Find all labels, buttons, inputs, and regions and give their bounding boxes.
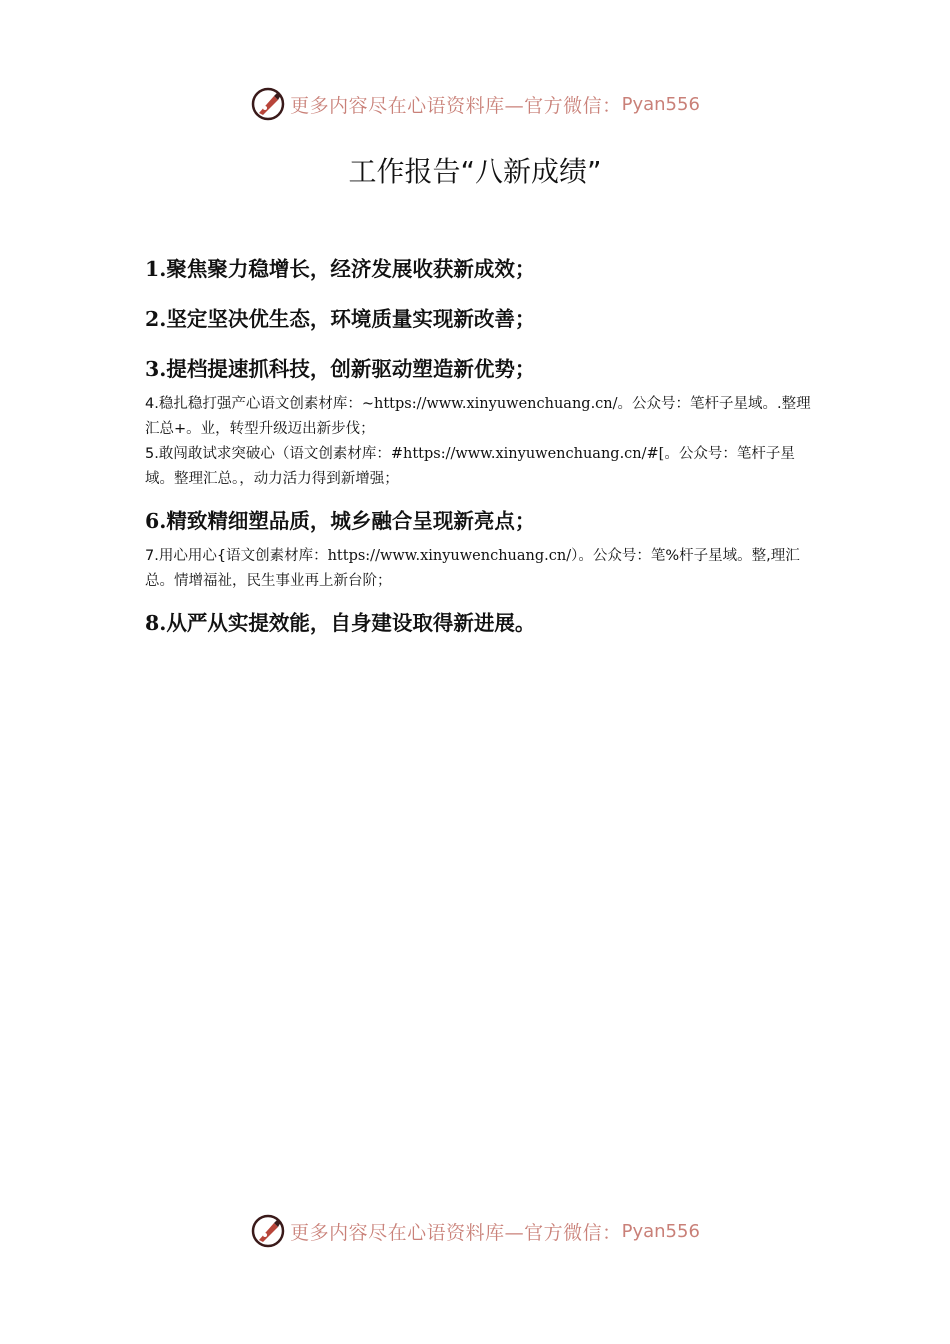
item-number: 7. [145, 548, 159, 564]
list-item [145, 252, 813, 286]
header-banner [0, 82, 950, 126]
list-item [145, 392, 813, 442]
item-text-tail: ）。公众号：笔%杆子星域。整,理汇总。情增福祉，民生事业再上新台阶； [145, 548, 800, 589]
item-url: ~https://www.xinyuwenchuang.cn/ [361, 396, 618, 412]
list-item [145, 606, 813, 640]
item-text: 稳扎稳打强产心语文创素材库： [158, 396, 362, 412]
list-item [145, 544, 813, 594]
document-title: 工作报告“八新成绩” [348, 155, 602, 188]
item-text: 提档提速抓科技，创新驱动塑造新优势； [166, 357, 536, 381]
banner-text: 更多内容尽在心语资料库—官方微信： [290, 94, 622, 117]
pen-nib-logo-icon [250, 1213, 286, 1249]
item-number: 1. [145, 257, 167, 281]
item-text: 坚定坚决优生态，环境质量实现新改善； [166, 307, 536, 331]
document-body [145, 252, 813, 656]
pen-nib-logo-icon [250, 86, 286, 122]
wechat-handle: Pyan556 [621, 1220, 700, 1242]
item-text-tail: 。公众号：笔杆子星域。.整理汇总+。业，转型升级迈出新步伐； [145, 396, 811, 437]
list-item [145, 442, 813, 492]
item-text: 从严从实提效能，自身建设取得新进展。 [166, 611, 536, 635]
item-number: 3. [145, 357, 167, 381]
list-item [145, 302, 813, 336]
item-text: 敢闯敢试求突破心（语文创素材库： [158, 446, 391, 462]
item-number: 2. [145, 307, 167, 331]
item-number: 6. [145, 509, 167, 533]
item-number: 5. [145, 446, 159, 462]
item-text: 用心用心{语文创素材库： [158, 548, 328, 564]
item-url: https://www.xinyuwenchuang.cn/ [327, 548, 572, 564]
item-number: 4. [145, 396, 159, 412]
banner-text: 更多内容尽在心语资料库—官方微信： [290, 1221, 622, 1244]
item-text-tail: 。公众号：笔杆子星域。整理汇总。，动力活力得到新增强； [145, 446, 795, 487]
item-number: 8. [145, 611, 167, 635]
list-item [145, 504, 813, 538]
item-text: 聚焦聚力稳增长，经济发展收获新成效； [166, 257, 536, 281]
item-url: #https://www.xinyuwenchuang.cn/#[ [390, 446, 665, 462]
wechat-handle: Pyan556 [621, 93, 700, 115]
item-text: 精致精细塑品质，城乡融合呈现新亮点； [166, 509, 536, 533]
footer-banner [0, 1209, 950, 1253]
list-item [145, 352, 813, 386]
